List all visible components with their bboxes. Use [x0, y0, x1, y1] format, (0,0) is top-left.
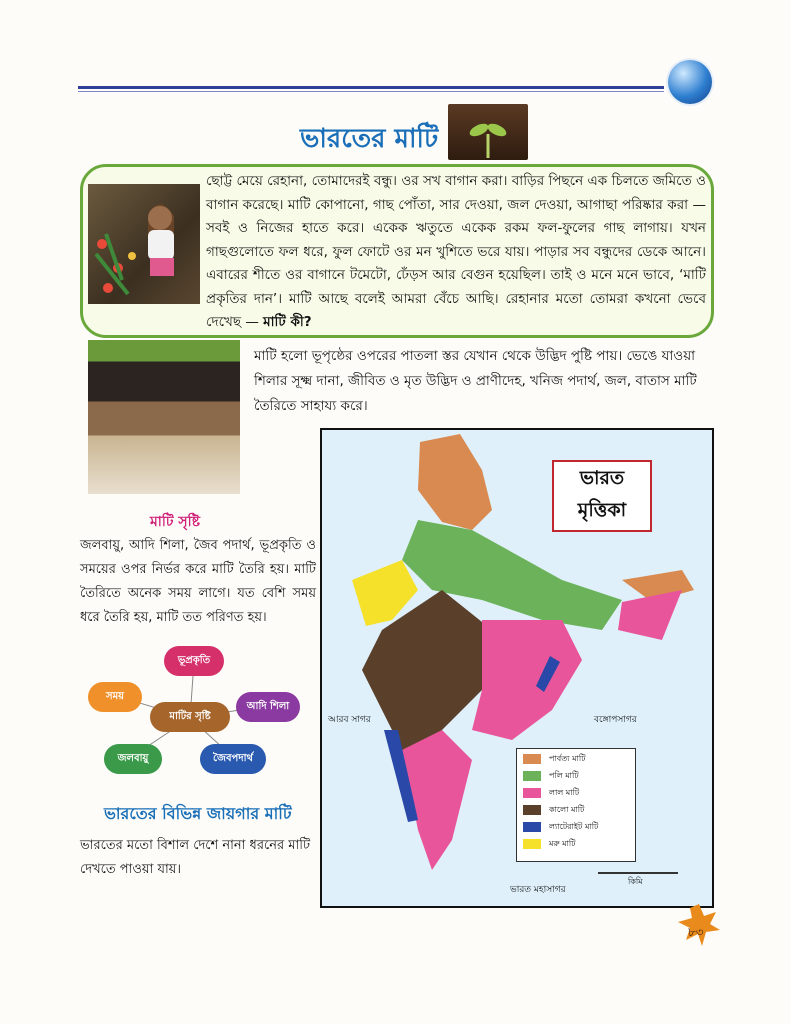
diagram-center: মাটির সৃষ্টি — [150, 702, 230, 732]
legend-item — [523, 838, 576, 850]
legend-swatch — [523, 839, 541, 849]
formation-heading: মাটি সৃষ্টি — [150, 514, 200, 530]
legend-label: পার্বত্য মাটি — [549, 754, 586, 763]
legend-item — [523, 821, 598, 833]
legend-swatch — [523, 754, 541, 764]
region-mountain-north — [418, 434, 492, 530]
legend-swatch — [523, 771, 541, 781]
map-title-line2: মৃত্তিকা — [577, 499, 627, 521]
globe-icon — [668, 60, 712, 104]
sea-label-south: ভারত মহাসাগর — [510, 885, 566, 895]
scale-bar — [598, 872, 678, 874]
legend-label: লাল মাটি — [549, 788, 580, 797]
legend-item — [523, 787, 579, 799]
formation-diagram — [84, 640, 304, 780]
legend-swatch — [523, 788, 541, 798]
region-red-east — [472, 620, 582, 740]
diagram-node-time: সময় — [88, 682, 142, 712]
legend-swatch — [523, 822, 541, 832]
diagram-node-organic: জৈবপদার্থ — [200, 744, 266, 774]
header-rule — [78, 86, 664, 89]
formation-text: জলবায়ু, আদি শিলা, জৈব পদার্থ, ভূপ্রকৃতি ও সময়ের ওপর নির্ভর করে মাটি তৈরি হয়। মাটি তৈরিতে অনেক সময় লাগে। যত বেশি সময় ধরে তৈরি হয়, মাটি তত পরিণত হয়। — [80, 538, 316, 625]
diagram-node-climate: জলবায়ু — [104, 744, 162, 774]
legend-item — [523, 804, 584, 816]
legend-label: পলি মাটি — [549, 771, 579, 780]
map-title-box — [552, 460, 652, 532]
legend-item — [523, 753, 585, 765]
legend-label: মরু মাটি — [549, 839, 576, 848]
region-red-northeast — [618, 590, 682, 640]
page-number: ৮৩ — [688, 925, 704, 939]
sea-label-west: আরব সাগর — [328, 715, 371, 725]
diagram-node-landform: ভূপ্রকৃতি — [164, 646, 224, 676]
intro-paragraph — [206, 170, 706, 335]
legend-swatch — [523, 805, 541, 815]
soil-profile-image — [88, 340, 240, 494]
legend-item — [523, 770, 579, 782]
legend-label: কালো মাটি — [549, 805, 585, 814]
header-rule-thin — [78, 91, 664, 92]
scale-label: কিমি — [628, 877, 643, 886]
intro-question: মাটি কী? — [263, 314, 312, 330]
sea-label-east: বঙ্গোপসাগর — [594, 715, 637, 725]
soil-definition: মাটি হলো ভূপৃষ্ঠের ওপরের পাতলা স্তর যেখান থেকে উদ্ভিদ পুষ্টি পায়। ভেঙে যাওয়া শিলার সূক্ষ্ম দানা, জীবিত ও মৃত উদ্ভিদ ও প্রাণীদেহ, খনিজ পদার্থ, জল, বাতাস মাটি তৈরিতে সাহায্য করে। — [254, 348, 697, 414]
map-title-line1: ভারত — [579, 467, 625, 489]
diagram-node-rock: আদি শিলা — [236, 692, 300, 722]
intro-text: ছোট্ট মেয়ে রেহানা, তোমাদেরই বন্ধু। ওর সখ বাগান করা। বাড়ির পিছনে এক চিলতে জমিতে ও বাগান করেছে। মাটি কোপানো, গাছ পোঁতা, সার দেওয়া, জল দেওয়া, আগাছা পরিষ্কার করা — সবই ও নিজের হাতে করে। একেক ঋতুতে একেক রকম ফল-ফুলের গাছ লাগায়। যখন গাছগুলোতে ফল ধরে, ফুল ফোটে ওর মন খুশিতে ভরে যায়। পাড়ার সব বন্ধুদের ডেকে আনে। এবারের শীতে ওর বাগানে টমেটো, ঢেঁড়স আর বেগুন হয়েছিল। তাই ও মনে মনে ভাবে, ‘মাটি প্রকৃতির দান’। মাটি আছে বলেই আমরা বেঁচে আছি। রেহানার মতো তোমরা কখনো ভেবে দেখেছ — — [206, 173, 706, 330]
girl-gardening-photo — [88, 184, 200, 304]
regions-text: ভারতের মতো বিশাল দেশে নানা ধরনের মাটি দেখতে পাওয়া যায়। — [80, 838, 311, 877]
map-legend — [516, 748, 636, 862]
legend-label: ল্যাটেরাইট মাটি — [549, 822, 599, 831]
regions-heading: ভারতের বিভিন্ন জায়গার মাটি — [104, 804, 292, 823]
page-title: ভারতের মাটি — [300, 124, 439, 154]
sprout-image — [448, 104, 528, 160]
